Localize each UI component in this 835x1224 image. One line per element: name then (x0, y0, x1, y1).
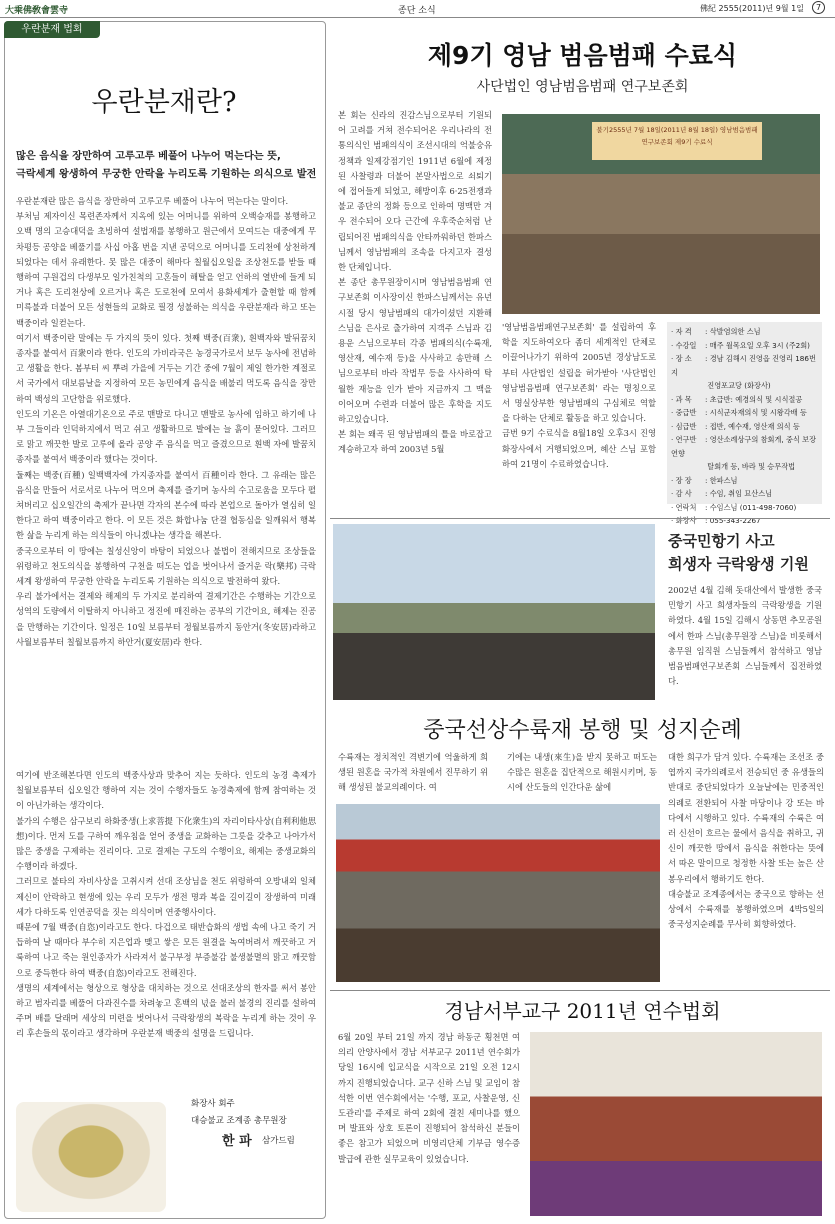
article-1-body-2: '영남범음범패연구보존회' 를 설립하여 후학을 지도하여오다 좀더 세계적인 단체로 이끌어나가기 위하여 2005년 경상남도로부터 사단법인 설립을 허가받아 '사단법인 영남범음범패 연구보존회' 라는 명칭으로서 명실상부한 영남범패의 구심체로 역할을 다하는 단체로 활동을 하고 있습니다. 금번 9기 수료식을 8월18일 오후3시 진영 화장사에서 거행되었으며, 혜산 스님 포함하여 21명이 수료하였습니다. (502, 322, 656, 469)
photo-banner: 불기2555년 7월 18일(2011년 8월 18일) 영남범음범패 연구보존회 제9기 수료식 (592, 122, 762, 160)
page-number: 7 (812, 1, 825, 14)
article-2-title-1: 중국민항기 사고 (668, 532, 775, 550)
article-2-title-2: 희생자 극락왕생 기원 (668, 555, 809, 573)
article-2-body: 2002년 4월 김해 돗대산에서 발생한 중국민항기 사고 희생자들의 극락왕생을 기원하였다. 4월 15일 김해시 상동면 추모공원에서 한파 스님(총무원장 스님)을 비롯해서 총무원 임직원 스님들께서 참석하고 영남범음범패연구보존회 스님들께서 집전하였다. (668, 585, 822, 687)
graduation-photo (502, 114, 820, 314)
left-body-1: 우란분재란 많은 음식을 장만하여 고루고루 베풀어 나누어 먹는다는 말이다. 부처님 제자이신 목련존자께서 지옥에 있는 어머니를 위하여 오백승재를 봉행하고 오백 명의 고승대덕을 초빙하여 설법재를 봉행하고 원근에서 모여드는 대중에게 무차평등 공양을 베풀기를 사십 아홉 번을 지낸 공덕으로 어머니를 도리천에 상천하게 되었다는 데서 유래한다. 못 많은 대중이 해마다 칠월십오일을 조상천도를 받들 때 행하여 구원겁의 다생부모 일가친척의 고혼들이 해탈을 얻고 언하의 열반에 들게 되거나 혹은 도리천상에 오르거나 혹은 도로천에 모여서 용화세계가 출현할 때 함께 미륵불과 더불어 모든 성현들의 교화로 필경 성불하는 의식을 우란분재라 하고 또는 백중이라 일컫는다. 여기서 백중이란 말에는 두 가지의 뜻이 있다. 첫째 백중(百衆), 흰백자와 발뒤꿈치종자를 붙여서 百衆이라 한다. 인도의 가비라국은 농경국가로서 보두 농사에 전념하고 생활을 한다. 봄부터 씨 뿌려 가을에 거두는 기간 중에 7월이 제일 한가한 계절로서 국가에서 대보름날을 지정하여 모든 농민에게 음식을 배불리 먹도록 음식을 장만하여 백성의 고단함을 위로했다. 인도의 기온은 아열대기온으로 주로 맨발로 다니고 맨발로 농사에 임하고 하기에 나부 그들이라 인덕하지에서 먹고 쉬고 생활하므로 발에는 늘 흙이 묻어있다. 그러므로 맑고 깨끗한 발로 고루에 올라 공양 주 음식을 먹고 즐겼으므로 흰백 자에 발꿈치종자를 붙여서 백중이라 했다는 것이다. 둘째는 백중(百種) 일백백자에 가지종자를 붙여서 百種이라 한다. 그 유래는 많은 음식을 만들어 서로서로 나누어 먹으며 축제를 즐기며 농사의 수고로움을 모두다 펼쳐버리고 십오일간의 축제가 끝나면 각자의 본수에 따라 본업으로 돌아가 열심히 일한다고 하여 백중이라고 한다. 이 모든 것은 화합나눔 단결 협동심을 일깨워서 행복한 삶을 누리게 하는 의식들이 아니겠냐는 생각을 해본다. 중국으로부터 이 땅에는 칠성신앙이 바탕이 되었으나 불법이 전해지므로 조상들을 위령하고 천도의식을 봉행하여 구천을 떠도는 업을 벗어나서 즐거운 락(樂邦) 극락세계 왕생하여 무궁한 안락을 누리도록 기원하는 의식으로 발전하여 왔다. 우리 불가에서는 결제와 해제의 두 가지로 분리하여 결제기간은 수행하는 기간으로 성역의 도량에서 이탈하지 아니하고 정진에 매진하는 공부의 기간이요, 해제는 진공을 만행하는 기간이다. 일정은 10일 보름부터 정월보름까지 동안거(冬安居)라하고 사월보름부터 칠월보름까지 하안거(夏安居)라 한다. (16, 196, 316, 647)
issue-date: 佛紀 2555(2011)년 9월 1일 (700, 4, 804, 13)
article-1-subtitle: 사단법인 영남범음범패 연구보존회 (476, 79, 689, 95)
tea-bowl-image (16, 1102, 166, 1212)
article-3-title: 중국선상수륙재 봉행 및 성지순례 (423, 718, 742, 743)
article-4-title: 경남서부교구 2011년 연수법회 (444, 999, 721, 1023)
left-body-2: 여기에 반조해본다면 인도의 백중사상과 맞추어 지는 듯하다. 인도의 농경 축제가 칠월보름부터 십오일간 행하여 지는 것이 수행자들도 농경축제에 함께 참여하는 것이 아닌가하는 생각이다. 불가의 수행은 삼구보리 하화중생(上求菩提 下化衆生)의 자리이타사상(自利利他思想)이다. 먼저 도를 구하여 깨우침을 얻어 중생을 교화하는 그릇을 갖추고 나아가서 많은 중생을 구제하는 진리이다. 고로 결제는 구도의 수행이요, 해제는 중생교화의 수행이라 하겠다. 그러므로 불타의 자비사상을 고취시켜 선대 조상님을 천도 위령하여 오방내외 일체제신이 안락하고 현생에 있는 우리 모두가 생전 명과 복을 길이길이 장생하여 미래세가 다하도록 인연공덕을 짓는 의식이며 연중행사이다. 때문에 7월 백중(自恣)이라고도 한다. 다겁으로 태반습화의 생법 속에 나고 죽기 거듭하여 날 때마다 부수히 지은업과 맺고 쌓은 모든 원결을 녹여버려서 깨끗하고 거룩하여 나고 죽는 원인종자가 사라져서 불구부정 부증불감 불생불멸의 맑고 깨끗함으로 중득한다 하여 백중(自恣)이라고도 전해진다. 생명의 세계에서는 형상으로 형상을 대치하는 것으로 선대조상의 한자를 써서 봉안하고 범자리를 베풀어 다과진수를 차려놓고 혼백의 넋을 불러 불경의 진리를 설하여 주며 배를 달래며 세상의 미련을 벗어나서 극락왕생의 복락을 누리게 하는 것이 우리 후손들의 몫이라고 생각하며 우란분재 백중의 설명을 드립니다. (16, 770, 316, 1039)
section-tag: 우란분재 법회 (4, 21, 100, 38)
article-3-col-3: 대한 희구가 담겨 있다. 수륙재는 조선조 중엽까지 국가의례로서 전승되던 중 유생들의 반대로 중단되었다가 오늘날에는 민중적인 의례로 전환되어 사찰 마당이나 강 또는 바다에서 시행하고 있다. 수륙재의 수륙은 여러 신선이 흐르는 물에서 음식을 취하고, 귀신이 깨끗한 땅에서 음식을 취한다는 뜻에서 따온 말이므로 청정한 사찰 또는 높은 산봉우리에서 행하기도 한다. 대승불교 조계종에서는 중국으로 향하는 선상에서 수륙재를 봉행하였으며 4박5일의 중국성지순례를 무사히 회향하였다. (668, 752, 824, 930)
signature-name: 한 파 (222, 1134, 252, 1149)
article-3-col-2: 기에는 내생(來生)을 받지 못하고 떠도는 수많은 원혼을 집단적으로 해원시키며, 동시에 산도들의 인간다운 삶에 (507, 752, 657, 793)
article-4-divider (330, 990, 830, 991)
article-1-title: 제9기 영남 범음범패 수료식 (427, 41, 738, 70)
article-4-body: 6월 20일 부터 21일 까지 경남 하동군 횡천면 여의리 안양사에서 경남 서부교구 2011년 연수회가 당일 16시에 입교식을 시작으로 21일 오전 12시까지 진행되었습니다. 교구 신하 스님 및 교임이 참석한 이번 연수회에서는 '수행, 포교, 사찰운영, 신도관리'를 주제로 하여 2회에 결친 세미나를 했으며 발표와 상호 토론이 진행되어 참석하신 분들이 좋은 참고가 되었으며 비영리단체 기부금 영수증 발급에 관한 실무교육이 있었습니다. (338, 1032, 520, 1164)
course-info-box: · 자 격 : 삭발염의한 스님 · 수강일 : 매주 월목요일 오후 3시 (주2회) · 장 소 : 경남 김해시 진영읍 진영리 186번지 진영포교당 (화장사) · 과 목 : 초급반: 예경의식 및 시식절공 · 중급반 : 시식군자재의식 및 시왕각배 등 · 심급반 : 접반, 예수재, 영산재 의식 등 · 연구반 : 영산소례상구의 참회게, 중식 보장연향 탈회개 등, 바라 및 승무작법 · 장 장 : 한파스님 · 감 사 : 수임, 취임 묘산스님 · 연락처 : 수임스님 (011-498-7060) · 화장사 : 055-343-2267 (667, 322, 822, 504)
article-3-col-1: 수륙재는 정치적인 격변기에 억울하게 희생된 원혼을 국가적 차원에서 진무하기 위해 생성된 불교의례이다. 여 (338, 752, 488, 793)
page-header (0, 0, 835, 18)
section-name: 종단 소식 (398, 6, 436, 16)
article-1-body-1: 본 회는 신라의 진감스님으로부터 기원되어 고려를 거쳐 전수되어온 우리나라의 전통의식인 범패의식이 조선시대의 억불숭유 정책과 일제강점기인 1911년 6월에 제정된 사찰령과 더불어 본말사법으로 쇠퇴기에 접어들게 되었고, 해방이후 6·25전쟁과 불교 종단의 정화 등으로 인하여 명맥만 겨우 전수되어 오다 근간에 우후죽순처럼 난립되어진 범패의식을 안타까워하던 한파스님께서 영남범패의 조속을 다지고자 결성한 단체입니다. 본 종단 총무원장이시며 영남범음범패 연구보존회 이사장이신 한파스님께서는 유년시절 당시 영남범패의 대가이셨던 지환해 스님을 은사로 출가하여 지객주 스님과 김용운 스님으로부터 각종 범패의식(수륙재, 영산재, 예수재 등)을 사사하고 송만해 스님으로부터 바라 작법무 등을 사사하여 탁월한 재능을 인가 받아 지금까지 그 맥을 이어오며 수련과 더불어 많은 후학을 지도하고있습니다. 본 회는 왜곡 된 영남범패의 틀을 바로잡고 계승하고자 하여 2003년 5월 (338, 110, 492, 455)
left-title: 우란분재란? (91, 87, 237, 118)
left-subtitle-2: 극락세계 왕생하여 무궁한 안락을 누리도록 기원하는 의식으로 발전 (16, 169, 317, 180)
newspaper-logo: 大乘佛敎會雲寺 (5, 6, 69, 16)
article-2-divider (330, 518, 830, 519)
signature-role-2: 대승불교 조계종 총무원장 (191, 1116, 287, 1126)
signature-suffix: 삼가드림 (262, 1136, 295, 1146)
pilgrimage-photo (336, 804, 660, 982)
memorial-photo (333, 524, 655, 700)
signature-role-1: 화장사 회주 (191, 1099, 235, 1109)
left-subtitle-1: 많은 음식을 장만하여 고루고루 베풀어 나누어 먹는다는 뜻, (16, 151, 281, 162)
seminar-photo (530, 1032, 822, 1216)
